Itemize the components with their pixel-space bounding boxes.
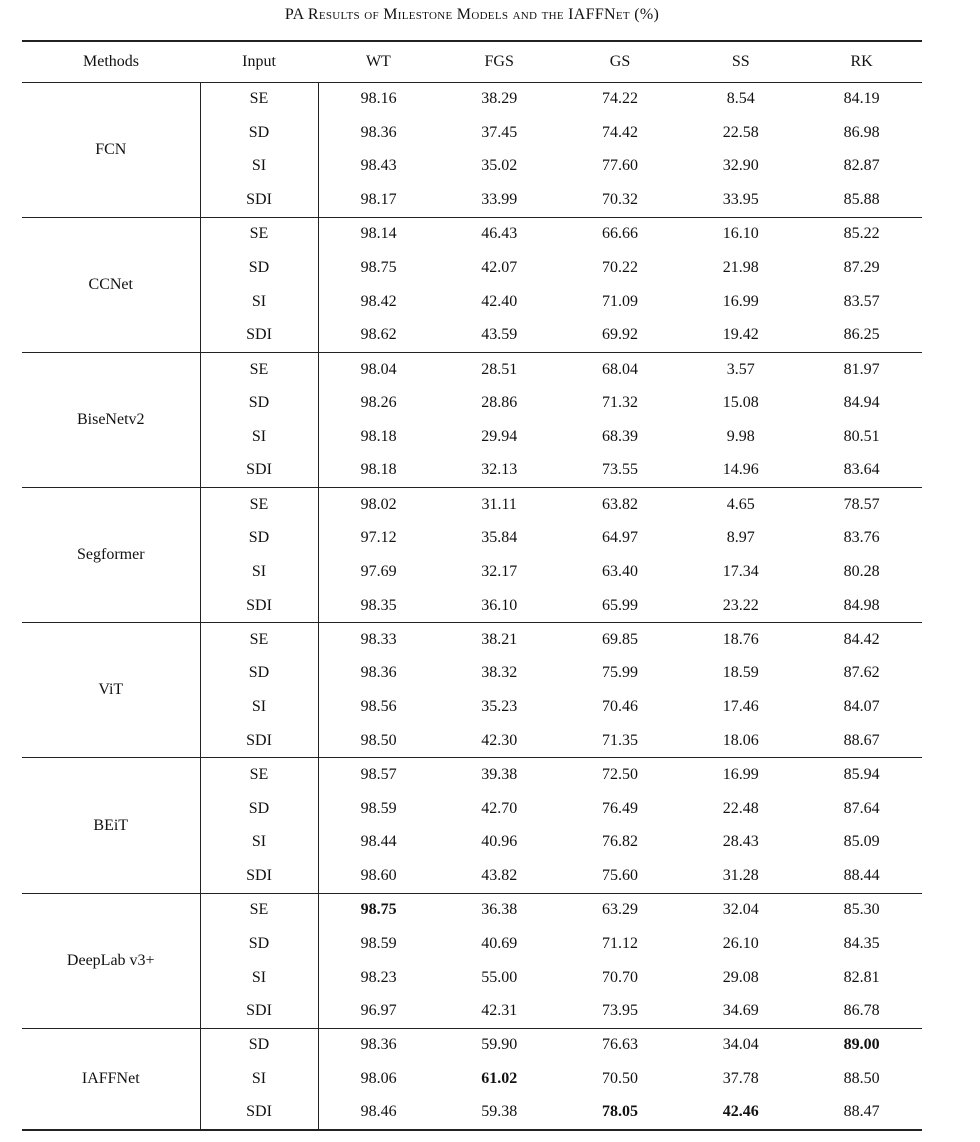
value-cell-fgs: 42.70 — [481, 799, 518, 817]
value-cell-gs: 77.60 — [601, 157, 638, 175]
method-cell: FCN — [22, 82, 200, 217]
value-cell-ss: 33.95 — [680, 183, 801, 217]
value-cell-ss: 16.10 — [722, 225, 759, 243]
method-cell: BiseNetv2 — [22, 352, 200, 487]
value-cell-fgs: 43.59 — [439, 319, 560, 353]
value-cell-rk: 88.50 — [843, 1070, 880, 1087]
value-cell-wt: 98.18 — [318, 454, 439, 488]
value-cell-wt: 98.46 — [318, 1096, 439, 1130]
value-cell-wt: 98.26 — [360, 394, 397, 412]
table-row — [22, 758, 922, 792]
value-cell-rk: 84.98 — [801, 589, 922, 623]
input-cell: SE — [200, 352, 318, 386]
value-cell-gs: 70.22 — [601, 258, 638, 276]
method-cell: IAFFNet — [22, 1028, 200, 1129]
value-cell-gs: 68.04 — [601, 360, 638, 378]
value-cell-wt: 98.56 — [360, 698, 397, 716]
results-table — [22, 40, 922, 1131]
value-cell-gs: 75.60 — [560, 859, 681, 893]
value-cell-fgs: 31.11 — [481, 495, 517, 513]
input-cell: SDI — [200, 859, 318, 893]
value-cell-wt: 98.60 — [318, 859, 439, 893]
input-cell: SE — [200, 893, 318, 927]
input-cell: SE — [200, 82, 318, 116]
value-cell-ss: 15.08 — [722, 394, 759, 412]
value-cell-fgs: 42.31 — [439, 995, 560, 1029]
value-cell-fgs: 36.38 — [481, 901, 518, 919]
value-cell-gs: 70.70 — [601, 968, 638, 986]
value-cell-ss: 31.28 — [680, 859, 801, 893]
value-cell-ss: 22.48 — [722, 799, 759, 817]
input-cell: SDI — [200, 454, 318, 488]
table-row — [22, 82, 922, 116]
value-cell-fgs: 55.00 — [481, 968, 518, 986]
input-cell: SD — [200, 927, 318, 961]
input-cell: SDI — [200, 995, 318, 1029]
value-cell-gs: 70.32 — [560, 183, 681, 217]
value-cell-wt: 98.50 — [318, 724, 439, 758]
value-cell-rk: 86.25 — [801, 319, 922, 353]
input-cell: SD — [200, 792, 318, 826]
value-cell-ss: 21.98 — [722, 258, 759, 276]
input-cell: SE — [200, 488, 318, 522]
value-cell-gs: 69.85 — [601, 630, 638, 648]
header-wt: WT — [318, 41, 439, 82]
value-cell-rk: 85.22 — [843, 225, 880, 243]
input-cell: SI — [200, 285, 318, 319]
input-cell: SD — [200, 116, 318, 150]
input-cell: SDI — [200, 1096, 318, 1130]
value-cell-ss: 18.06 — [680, 724, 801, 758]
value-cell-ss: 22.58 — [722, 123, 759, 141]
value-cell-wt: 98.35 — [318, 589, 439, 623]
value-cell-rk: 88.44 — [801, 859, 922, 893]
input-cell: SI — [200, 690, 318, 724]
value-cell-fgs: 28.51 — [481, 360, 518, 378]
value-cell-rk: 82.87 — [843, 157, 880, 175]
value-cell-ss: 9.98 — [726, 427, 755, 445]
table-row — [22, 623, 922, 657]
value-cell-wt: 98.62 — [318, 319, 439, 353]
value-cell-wt: 98.18 — [360, 427, 397, 445]
value-cell-wt: 98.42 — [360, 292, 397, 310]
table-row — [22, 352, 922, 386]
header-methods: Methods — [22, 41, 200, 82]
header-input: Input — [200, 41, 318, 82]
value-cell-gs: 74.42 — [601, 123, 638, 141]
value-cell-ss: 32.04 — [722, 901, 759, 919]
value-cell-fgs: 36.10 — [439, 589, 560, 623]
method-cell: DeepLab v3+ — [22, 893, 200, 1028]
value-cell-ss: 4.65 — [726, 495, 755, 513]
value-cell-wt: 98.57 — [360, 766, 397, 784]
value-cell-fgs: 37.45 — [481, 123, 518, 141]
value-cell-ss: 3.57 — [726, 360, 755, 378]
input-cell: SDI — [200, 589, 318, 623]
value-cell-gs: 71.32 — [601, 394, 638, 412]
value-cell-ss: 14.96 — [680, 454, 801, 488]
table-row — [22, 217, 922, 251]
value-cell-ss: 18.59 — [722, 664, 759, 682]
value-cell-rk: 84.35 — [843, 934, 880, 952]
value-cell-ss: 26.10 — [722, 934, 759, 952]
value-cell-rk: 80.51 — [843, 427, 880, 445]
input-cell: SDI — [200, 183, 318, 217]
value-cell-ss: 28.43 — [722, 833, 759, 851]
table-body — [22, 82, 922, 1130]
value-cell-ss: 17.34 — [722, 563, 759, 581]
input-cell: SE — [200, 758, 318, 792]
value-cell-gs: 71.09 — [601, 292, 638, 310]
value-cell-gs: 63.82 — [601, 495, 638, 513]
method-cell: Segformer — [22, 488, 200, 623]
value-cell-ss: 42.46 — [680, 1096, 801, 1130]
value-cell-gs: 70.46 — [601, 698, 638, 716]
value-cell-ss: 29.08 — [722, 968, 759, 986]
input-cell: SI — [200, 961, 318, 995]
table-header — [22, 41, 922, 82]
value-cell-ss: 16.99 — [722, 766, 759, 784]
value-cell-fgs: 32.17 — [481, 563, 518, 581]
value-cell-ss: 37.78 — [722, 1070, 759, 1087]
value-cell-ss: 18.76 — [722, 630, 759, 648]
value-cell-wt: 98.59 — [360, 799, 397, 817]
value-cell-gs: 76.82 — [601, 833, 638, 851]
value-cell-wt: 98.59 — [360, 934, 397, 952]
method-cell: BEiT — [22, 758, 200, 893]
value-cell-fgs: 61.02 — [481, 1070, 518, 1087]
value-cell-ss: 32.90 — [722, 157, 759, 175]
value-cell-ss: 23.22 — [680, 589, 801, 623]
value-cell-fgs: 40.96 — [481, 833, 518, 851]
value-cell-fgs: 35.23 — [481, 698, 518, 716]
value-cell-rk: 84.19 — [843, 90, 880, 108]
value-cell-rk: 82.81 — [843, 968, 880, 986]
value-cell-gs: 78.05 — [560, 1096, 681, 1130]
table-row — [22, 1028, 922, 1062]
input-cell: SE — [200, 623, 318, 657]
input-cell: SI — [200, 555, 318, 589]
input-cell: SD — [200, 386, 318, 420]
value-cell-ss: 8.54 — [726, 90, 755, 108]
method-cell: CCNet — [22, 217, 200, 352]
value-cell-rk: 89.00 — [843, 1036, 880, 1054]
value-cell-fgs: 39.38 — [481, 766, 518, 784]
value-cell-gs: 65.99 — [560, 589, 681, 623]
value-cell-gs: 75.99 — [601, 664, 638, 682]
value-cell-gs: 70.50 — [601, 1070, 638, 1087]
input-cell: SD — [200, 251, 318, 285]
caption-text: PA Results of Milestone Models and the IAFFNet (%) — [284, 6, 660, 23]
table-caption — [0, 6, 944, 24]
input-cell: SD — [200, 521, 318, 555]
value-cell-rk: 85.30 — [843, 901, 880, 919]
value-cell-rk: 88.67 — [801, 724, 922, 758]
value-cell-wt: 98.23 — [360, 968, 397, 986]
value-cell-fgs: 32.13 — [439, 454, 560, 488]
input-cell: SDI — [200, 319, 318, 353]
value-cell-rk: 87.29 — [843, 258, 880, 276]
value-cell-fgs: 28.86 — [481, 394, 518, 412]
value-cell-wt: 98.06 — [360, 1070, 397, 1087]
table-row — [22, 488, 922, 522]
input-cell: SDI — [200, 724, 318, 758]
value-cell-rk: 85.94 — [843, 766, 880, 784]
value-cell-wt: 98.16 — [360, 90, 397, 108]
value-cell-rk: 84.07 — [843, 698, 880, 716]
value-cell-gs: 68.39 — [601, 427, 638, 445]
input-cell: SI — [200, 826, 318, 860]
value-cell-ss: 17.46 — [722, 698, 759, 716]
input-cell: SD — [200, 1028, 318, 1062]
value-cell-wt: 97.69 — [360, 563, 397, 581]
value-cell-wt: 98.33 — [360, 630, 397, 648]
value-cell-fgs: 43.82 — [439, 859, 560, 893]
value-cell-wt: 98.43 — [360, 157, 397, 175]
value-cell-fgs: 35.02 — [481, 157, 518, 175]
value-cell-gs: 72.50 — [601, 766, 638, 784]
value-cell-rk: 88.47 — [801, 1096, 922, 1130]
value-cell-wt: 98.75 — [360, 258, 397, 276]
value-cell-rk: 84.42 — [843, 630, 880, 648]
value-cell-ss: 19.42 — [680, 319, 801, 353]
input-cell: SI — [200, 1062, 318, 1096]
value-cell-rk: 80.28 — [843, 563, 880, 581]
value-cell-fgs: 59.38 — [439, 1096, 560, 1130]
header-ss: SS — [680, 41, 801, 82]
value-cell-ss: 16.99 — [722, 292, 759, 310]
input-cell: SE — [200, 217, 318, 251]
value-cell-gs: 71.12 — [601, 934, 638, 952]
value-cell-rk: 86.78 — [801, 995, 922, 1029]
value-cell-rk: 78.57 — [843, 495, 880, 513]
value-cell-gs: 71.35 — [560, 724, 681, 758]
value-cell-fgs: 42.07 — [481, 258, 518, 276]
value-cell-gs: 73.55 — [560, 454, 681, 488]
value-cell-gs: 74.22 — [601, 90, 638, 108]
input-cell: SI — [200, 150, 318, 184]
value-cell-fgs: 42.30 — [439, 724, 560, 758]
value-cell-fgs: 38.21 — [481, 630, 518, 648]
value-cell-ss: 34.69 — [680, 995, 801, 1029]
input-cell: SI — [200, 420, 318, 454]
header-gs: GS — [560, 41, 681, 82]
value-cell-fgs: 46.43 — [481, 225, 518, 243]
header-fgs: FGS — [439, 41, 560, 82]
value-cell-fgs: 42.40 — [481, 292, 518, 310]
value-cell-rk: 83.57 — [843, 292, 880, 310]
value-cell-rk: 83.76 — [843, 529, 880, 547]
value-cell-wt: 98.17 — [318, 183, 439, 217]
input-cell: SD — [200, 657, 318, 691]
value-cell-rk: 87.64 — [843, 799, 880, 817]
value-cell-gs: 64.97 — [601, 529, 638, 547]
value-cell-gs: 66.66 — [601, 225, 638, 243]
value-cell-ss: 34.04 — [722, 1036, 759, 1054]
value-cell-wt: 97.12 — [360, 529, 397, 547]
header-rk: RK — [801, 41, 922, 82]
value-cell-fgs: 59.90 — [481, 1036, 518, 1054]
value-cell-fgs: 38.29 — [481, 90, 518, 108]
value-cell-rk: 85.09 — [843, 833, 880, 851]
value-cell-gs: 63.29 — [601, 901, 638, 919]
value-cell-fgs: 33.99 — [439, 183, 560, 217]
value-cell-wt: 96.97 — [318, 995, 439, 1029]
header-row — [22, 41, 922, 82]
value-cell-rk: 87.62 — [843, 664, 880, 682]
value-cell-gs: 76.63 — [601, 1036, 638, 1054]
value-cell-gs: 73.95 — [560, 995, 681, 1029]
value-cell-rk: 85.88 — [801, 183, 922, 217]
value-cell-rk: 83.64 — [801, 454, 922, 488]
value-cell-fgs: 38.32 — [481, 664, 518, 682]
value-cell-rk: 84.94 — [843, 394, 880, 412]
table-row — [22, 893, 922, 927]
value-cell-fgs: 35.84 — [481, 529, 518, 547]
value-cell-wt: 98.14 — [360, 225, 397, 243]
value-cell-fgs: 40.69 — [481, 934, 518, 952]
value-cell-wt: 98.02 — [360, 495, 397, 513]
value-cell-wt: 98.36 — [360, 123, 397, 141]
value-cell-ss: 8.97 — [726, 529, 755, 547]
value-cell-gs: 76.49 — [601, 799, 638, 817]
value-cell-rk: 81.97 — [843, 360, 880, 378]
method-cell: ViT — [22, 623, 200, 758]
value-cell-fgs: 29.94 — [481, 427, 518, 445]
value-cell-rk: 86.98 — [843, 123, 880, 141]
value-cell-gs: 69.92 — [560, 319, 681, 353]
value-cell-wt: 98.44 — [360, 833, 397, 851]
value-cell-wt: 98.36 — [360, 664, 397, 682]
value-cell-wt: 98.75 — [360, 901, 397, 919]
value-cell-gs: 63.40 — [601, 563, 638, 581]
value-cell-wt: 98.04 — [360, 360, 397, 378]
value-cell-wt: 98.36 — [360, 1036, 397, 1054]
